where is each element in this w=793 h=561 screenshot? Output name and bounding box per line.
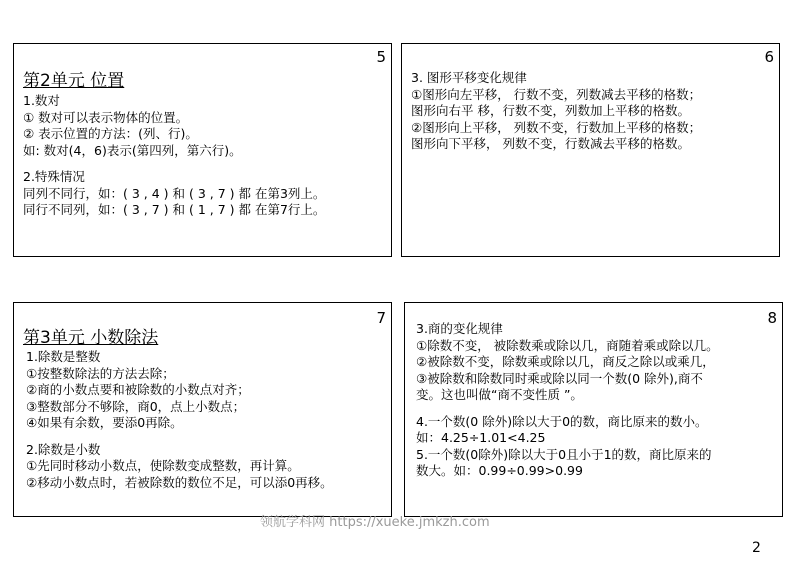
slide-number: 6 [764,48,774,66]
watermark-text: 领航学科网 https://xueke.jmkzh.com [260,515,490,530]
text-line: 同行不同列，如：( 3 , 7 ) 和 ( 1 , 7 ) 都 在第7行上。 [23,202,326,217]
text-line: ①除数不变， 被除数乘或除以几，商随着乘或除以几。 [416,337,719,353]
text-line: ①按整数除法的方法去除； [26,365,175,381]
text-line: ①图形向左平移， 行数不变，列数减去平移的格数； [411,86,702,102]
text-line: 2.除数是小数 [26,441,101,457]
note-card-unit3-decimal-division [13,302,392,517]
slide-number: 8 [767,309,777,327]
card-title: 第2单元 位置 [23,71,125,91]
note-card-unit2-position [13,43,392,257]
text-line: 2.特殊情况 [23,169,85,184]
page-number: 2 [752,540,761,556]
text-line: 同列不同行，如：( 3 , 4 ) 和 ( 3 , 7 ) 都 在第3列上。 [23,185,326,201]
text-line: 如: 数对(4，6)表示(第四列，第六行)。 [23,142,242,158]
text-line: 1.除数是整数 [26,349,101,364]
note-card-quotient-rules [404,302,783,517]
note-card-translation-rules [401,43,780,257]
text-line: 4.一个数(0 除外)除以大于0的数，商比原来的数小。 [416,413,708,429]
line-gap [416,404,719,414]
line-gap [23,159,325,169]
text-line: 3. 图形平移变化规律 [411,70,527,85]
text-line: 变。这也叫做“商不变性质 ”。 [416,387,583,402]
line-gap [26,432,333,442]
text-line: ① 数对可以表示物体的位置。 [23,109,189,125]
text-line: 图形向右平 移，行数不变，列数加上平移的格数。 [411,103,690,118]
text-line: 3.商的变化规律 [416,321,503,336]
text-line: 图形向下平移， 列数不变，行数减去平移的格数。 [411,136,690,151]
card-body [411,70,701,153]
text-line: ②移动小数点时，若被除数的数位不足，可以添0再移。 [26,474,333,490]
card-body [416,321,719,480]
text-line: 1.数对 [23,93,60,108]
card-body [23,93,325,219]
slide-number: 7 [376,309,386,327]
text-line: ①先同时移动小数点，使除数变成整数，再计算。 [26,458,300,473]
text-line: ③被除数和除数同时乘或除以同一个数(0 除外),商不 [416,370,703,386]
text-line: ②商的小数点要和被除数的小数点对齐； [26,382,250,397]
card-title: 第3单元 小数除法 [23,328,159,348]
text-line: 5.一个数(0除外)除以大于0且小于1的数，商比原来的 [416,446,712,462]
card-body [26,349,333,491]
text-line: ②图形向上平移， 列数不变，行数加上平移的格数； [411,119,702,135]
text-line: 如：4.25÷1.01<4.25 [416,430,546,445]
text-line: ② 表示位置的方法：(列、行)。 [23,126,198,141]
text-line: ③整数部分不够除，商0，点上小数点； [26,398,246,414]
slide-number: 5 [376,48,386,66]
text-line: 数大。如：0.99÷0.99>0.99 [416,463,583,478]
text-line: ②被除数不变，除数乘或除以几，商反之除以或乘几， [416,354,715,369]
text-line: ④如果有余数，要添0再除。 [26,415,183,430]
